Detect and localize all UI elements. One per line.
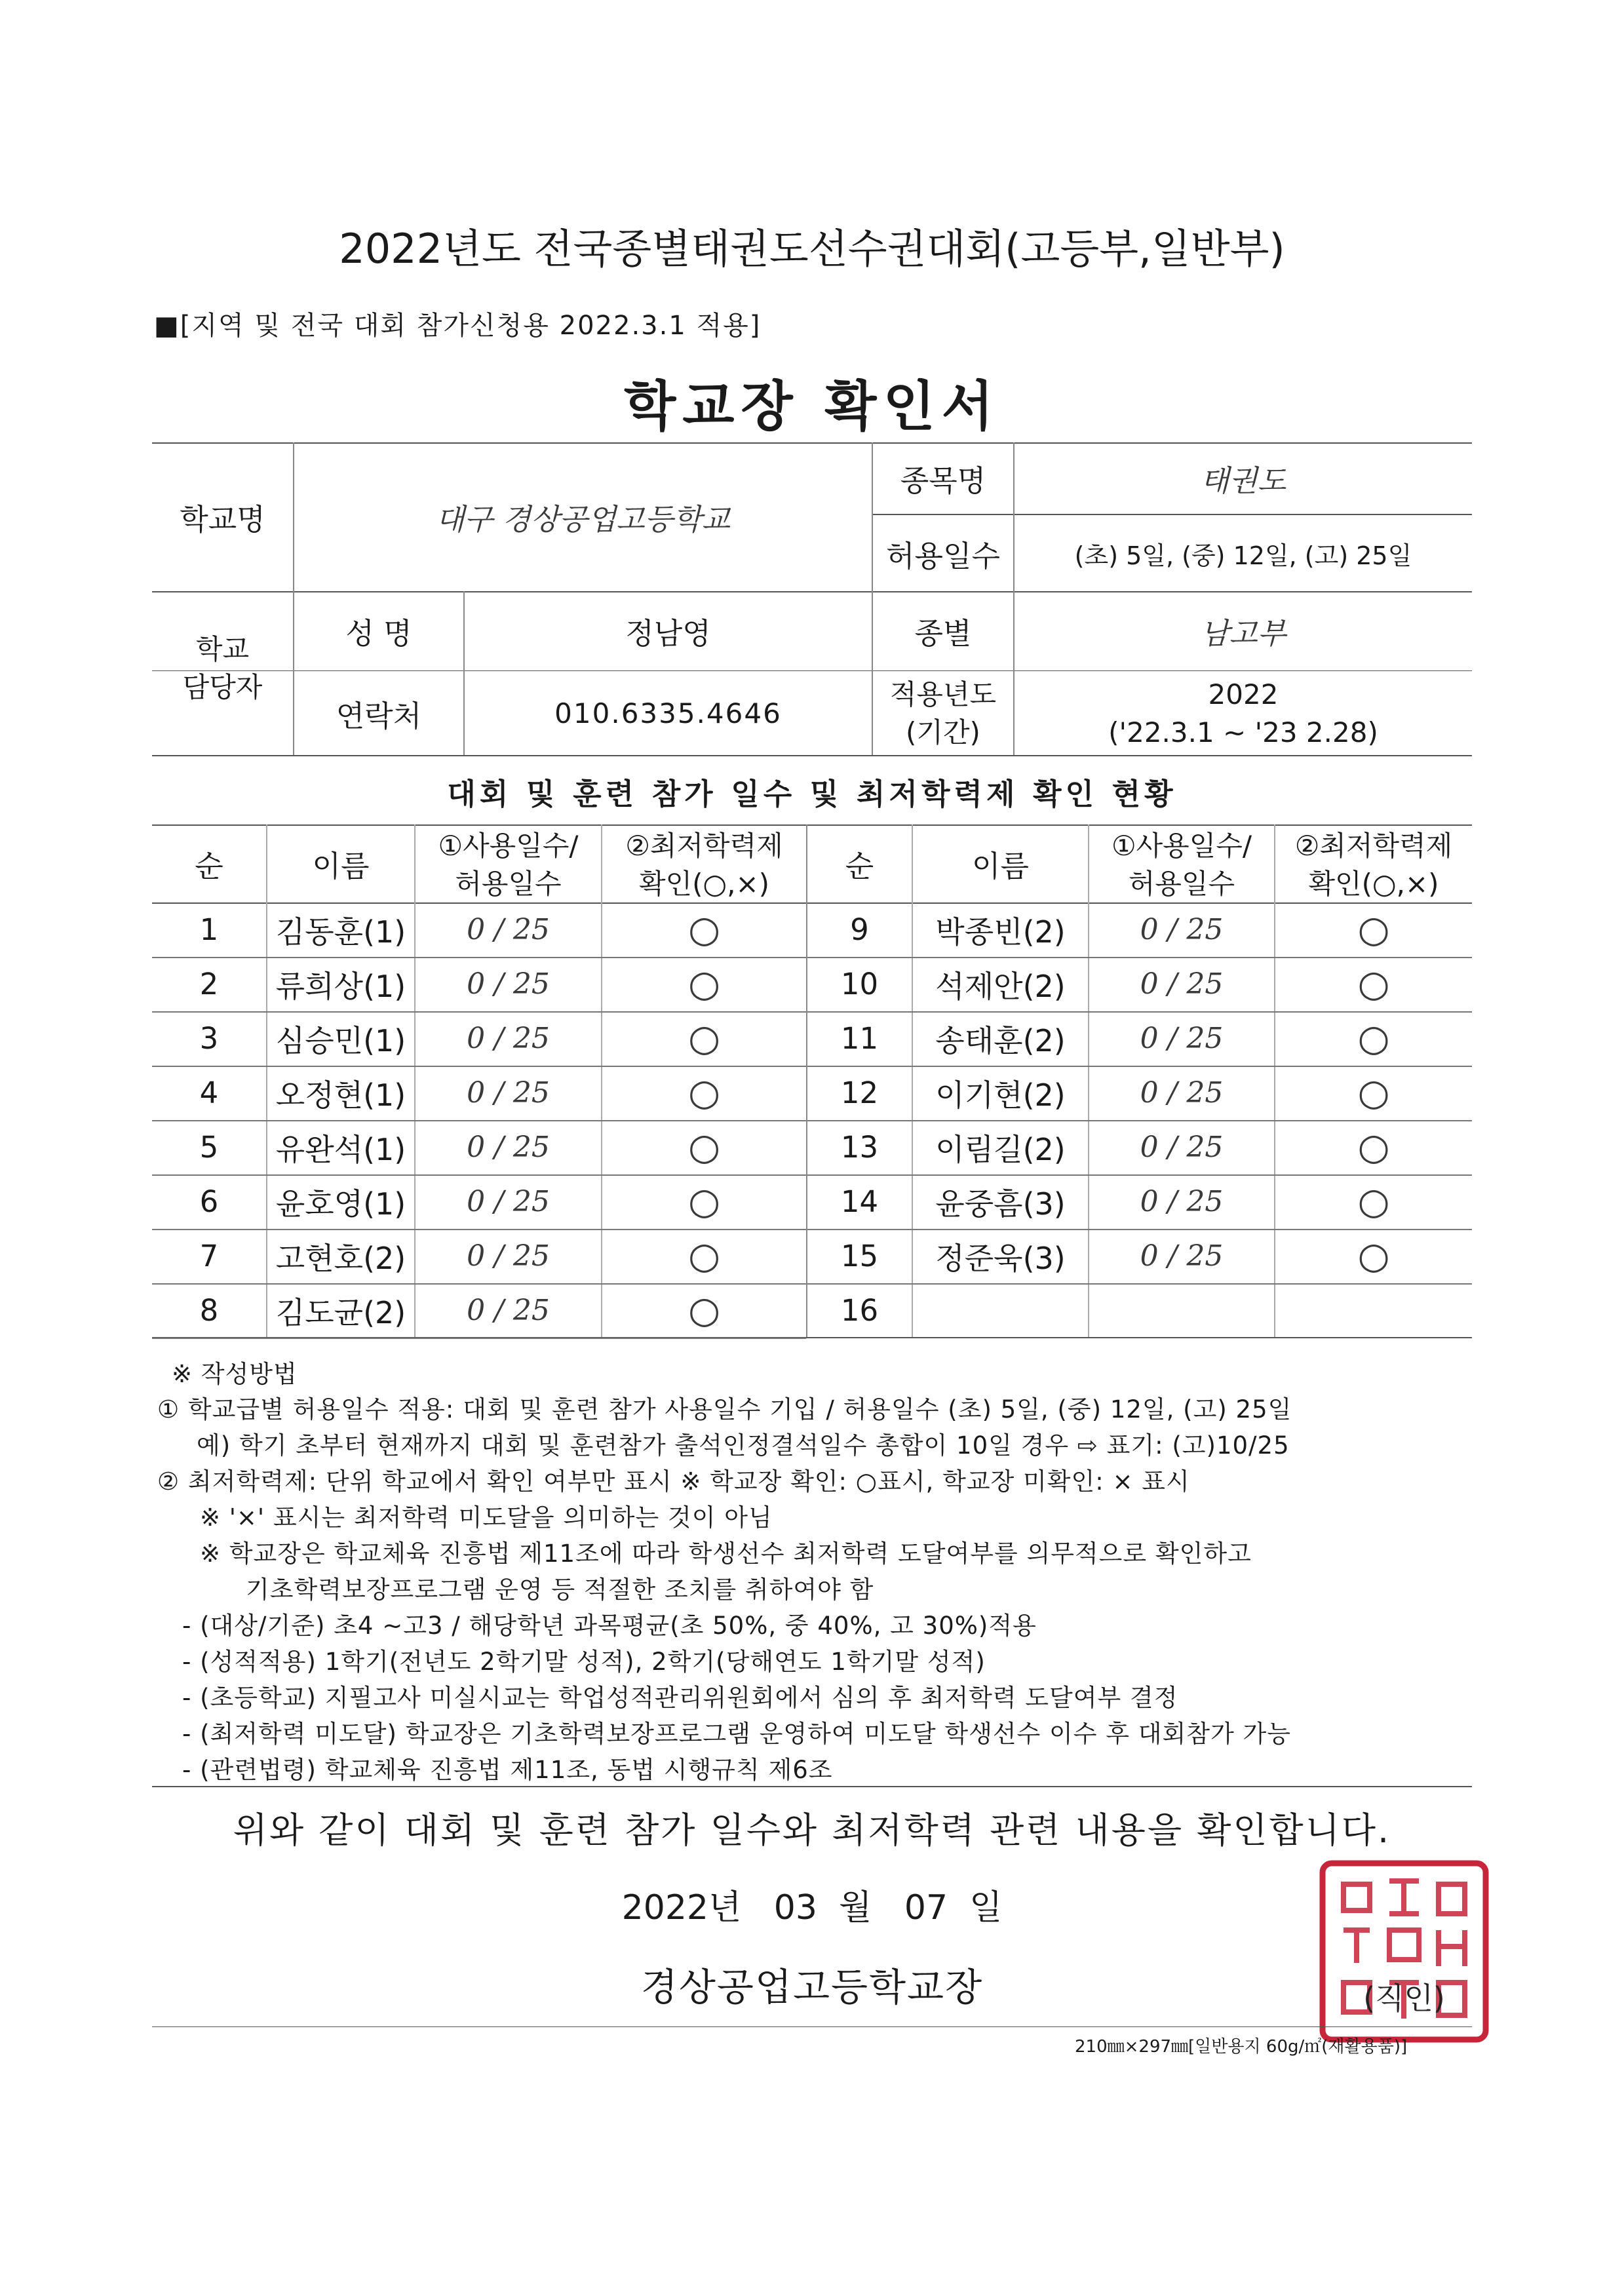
allowed-days-value: (초) 5일, (중) 12일, (고) 25일 xyxy=(1074,541,1412,570)
row-no: 8 xyxy=(199,1293,219,1328)
th-name-left: 이름 xyxy=(312,849,370,883)
min-academic-check: ○ xyxy=(1357,1180,1390,1223)
th-min-right-2: 확인(○,×) xyxy=(1308,868,1439,900)
student-name: 김도균(2) xyxy=(275,1294,406,1330)
note-9: - (초등학교) 지필고사 미실시교는 학업성적관리위원회에서 심의 후 최저학력 도달여부 결정 xyxy=(182,1684,1178,1712)
event-title: 2022년도 전국종별태권도선수권대회(고등부,일반부) xyxy=(339,225,1285,273)
note-3: ② 최저학력제: 단위 학교에서 확인 여부만 표시 ※ 학교장 확인: ○표시, 학교장 미확인: × 표시 xyxy=(157,1467,1190,1496)
th-min-left xyxy=(602,827,806,903)
note-2: 예) 학기 초부터 현재까지 대회 및 훈련참가 출석인정결석일수 총합이 10일 경우 ⇨ 표기: (고)10/25 xyxy=(197,1431,1290,1460)
used-days: 0 / 25 xyxy=(1140,1131,1224,1164)
th-no-left: 순 xyxy=(195,849,223,883)
form-note: ■[지역 및 전국 대회 참가신청용 2022.3.1 적용] xyxy=(154,311,762,341)
used-days: 0 / 25 xyxy=(467,1239,550,1273)
date-text: 2022년 03 월 07 일 xyxy=(621,1888,1003,1928)
row-no: 15 xyxy=(840,1239,879,1273)
min-academic-check: ○ xyxy=(688,908,720,951)
row-divider xyxy=(152,1338,806,1339)
note-6: 기초학력보장프로그램 운영 등 적절한 조치를 취하여야 함 xyxy=(246,1576,874,1604)
doc-title: 학교장 확인서 xyxy=(624,376,1000,438)
paper-spec: 210㎜×297㎜[일반용지 60g/㎡(재활용품)] xyxy=(1075,2037,1408,2057)
th-min-right-1: ②최저학력제 xyxy=(1294,830,1453,862)
note-4: ※ '×' 표시는 최저학력 미도달을 의미하는 것이 아님 xyxy=(200,1503,773,1532)
used-days: 0 / 25 xyxy=(1140,1239,1224,1273)
student-name: 박종빈(2) xyxy=(935,914,1066,950)
note-5: ※ 학교장은 학교체육 진흥법 제11조에 따라 학생선수 최저학력 도달여부를 의무적으로 확인하고 xyxy=(200,1540,1252,1568)
row-no: 11 xyxy=(840,1021,879,1056)
school-name-label: 학교명 xyxy=(180,502,265,537)
year-label-line1: 적용년도 xyxy=(889,678,997,710)
min-academic-check: ○ xyxy=(1357,1235,1390,1277)
used-days: 0 / 25 xyxy=(467,1022,550,1055)
contact-label: 연락처 xyxy=(336,698,422,733)
used-days xyxy=(1089,1283,1274,1338)
th-days-right-2: 허용일수 xyxy=(1128,868,1235,900)
student-name: 김동훈(1) xyxy=(275,914,406,950)
student-name xyxy=(913,1283,1088,1338)
used-days: 0 / 25 xyxy=(467,967,550,1001)
row-no: 2 xyxy=(199,967,219,1001)
student-name: 윤중흠(3) xyxy=(935,1186,1066,1222)
used-days: 0 / 25 xyxy=(467,1294,550,1327)
allowed-days-label: 허용일수 xyxy=(886,538,1000,573)
row-no: 4 xyxy=(199,1075,219,1110)
row-no: 6 xyxy=(199,1184,219,1219)
year-value-line2: ('22.3.1 ~ '23 2.28) xyxy=(1108,716,1378,748)
min-academic-check: ○ xyxy=(1357,908,1390,951)
student-name: 윤호영(1) xyxy=(275,1186,406,1222)
th-days-right-1: ①사용일수/ xyxy=(1111,830,1252,862)
student-name: 오정현(1) xyxy=(275,1077,406,1113)
note-8: - (성적적용) 1학기(전년도 2학기말 성적), 2학기(당해연도 1학기말 성적) xyxy=(182,1648,986,1676)
used-days: 0 / 25 xyxy=(1140,913,1224,946)
min-academic-check: ○ xyxy=(1357,1017,1390,1060)
min-academic-check: ○ xyxy=(688,1017,720,1060)
note-1: ① 학교급별 허용일수 적용: 대회 및 훈련 참가 사용일수 기입 / 허용일수 (초) 5일, (중) 12일, (고) 25일 xyxy=(157,1395,1292,1424)
row-no: 16 xyxy=(840,1293,879,1328)
th-min-left-1: ②최저학력제 xyxy=(625,830,783,862)
seal-label: (직인) xyxy=(1363,1981,1445,2016)
student-name: 정준욱(3) xyxy=(935,1240,1066,1276)
student-name: 이기현(2) xyxy=(935,1077,1066,1113)
sport-label: 종목명 xyxy=(900,463,986,498)
th-min-left-2: 확인(○,×) xyxy=(638,868,770,900)
official-seal xyxy=(1317,1858,1491,2045)
student-name: 이림길(2) xyxy=(935,1131,1066,1167)
min-academic-check: ○ xyxy=(1357,963,1390,1005)
row-no: 5 xyxy=(199,1130,219,1165)
min-academic-check: ○ xyxy=(688,1180,720,1223)
row-no: 13 xyxy=(840,1130,879,1165)
min-academic-check: ○ xyxy=(1357,1126,1390,1169)
th-min-right xyxy=(1275,827,1472,903)
year-label-line2: (기간) xyxy=(906,716,980,748)
th-days-left xyxy=(416,827,601,903)
sport-value: 태권도 xyxy=(1200,463,1286,498)
name-label: 성 명 xyxy=(345,616,412,651)
student-name: 류희상(1) xyxy=(275,968,406,1004)
min-academic-check xyxy=(1275,1283,1472,1338)
contact-value: 010.6335.4646 xyxy=(554,697,782,729)
category-label: 종별 xyxy=(914,616,972,651)
min-academic-check: ○ xyxy=(688,963,720,1005)
used-days: 0 / 25 xyxy=(1140,967,1224,1001)
row-no: 12 xyxy=(840,1075,879,1110)
note-10: - (최저학력 미도달) 학교장은 기초학력보장프로그램 운영하여 미도달 학생선수 이수 후 대회참가 가능 xyxy=(182,1720,1292,1748)
note-11: - (관련법령) 학교체육 진흥법 제11조, 동법 시행규칙 제6조 xyxy=(182,1756,833,1784)
used-days: 0 / 25 xyxy=(1140,1022,1224,1055)
used-days: 0 / 25 xyxy=(467,1076,550,1110)
used-days: 0 / 25 xyxy=(467,1185,550,1218)
th-days-left-2: 허용일수 xyxy=(455,868,562,900)
th-no-right: 순 xyxy=(845,849,874,883)
section-title: 대회 및 훈련 참가 일수 및 최저학력제 확인 현황 xyxy=(447,777,1177,811)
name-value: 정남영 xyxy=(625,616,711,651)
student-name: 석제안(2) xyxy=(935,968,1066,1004)
used-days: 0 / 25 xyxy=(467,913,550,946)
student-name: 심승민(1) xyxy=(275,1022,406,1058)
min-academic-check: ○ xyxy=(688,1289,720,1332)
student-name: 고현호(2) xyxy=(275,1240,406,1276)
th-name-right: 이름 xyxy=(972,849,1029,883)
category-value: 남고부 xyxy=(1200,616,1286,651)
manager-label-line2: 담당자 xyxy=(182,671,263,703)
year-value-line1: 2022 xyxy=(1208,678,1279,710)
confirm-text: 위와 같이 대회 및 훈련 참가 일수와 최저학력 관련 내용을 확인합니다. xyxy=(233,1810,1391,1851)
row-no: 1 xyxy=(199,912,219,947)
row-no: 14 xyxy=(840,1184,879,1219)
principal-name: 경상공업고등학교장 xyxy=(640,1965,984,2009)
th-days-left-1: ①사용일수/ xyxy=(438,830,579,862)
notes-heading: ※ 작성방법 xyxy=(172,1360,298,1388)
student-name: 유완석(1) xyxy=(275,1131,406,1167)
min-academic-check: ○ xyxy=(688,1072,720,1114)
manager-label-line1: 학교 xyxy=(195,633,250,665)
min-academic-check: ○ xyxy=(688,1235,720,1277)
used-days: 0 / 25 xyxy=(467,1131,550,1164)
row-no: 10 xyxy=(840,967,879,1001)
th-days-right xyxy=(1089,827,1274,903)
row-no: 9 xyxy=(850,912,869,947)
row-no: 7 xyxy=(199,1239,219,1273)
min-academic-check: ○ xyxy=(1357,1072,1390,1114)
student-name: 송태훈(2) xyxy=(935,1022,1066,1058)
min-academic-check: ○ xyxy=(688,1126,720,1169)
note-7: - (대상/기준) 초4 ~고3 / 해당학년 과목평균(초 50%, 중 40%, 고 30%)적용 xyxy=(182,1612,1037,1640)
used-days: 0 / 25 xyxy=(1140,1185,1224,1218)
row-no: 3 xyxy=(199,1021,219,1056)
school-name-value: 대구 경상공업고등학교 xyxy=(435,502,730,537)
used-days: 0 / 25 xyxy=(1140,1076,1224,1110)
